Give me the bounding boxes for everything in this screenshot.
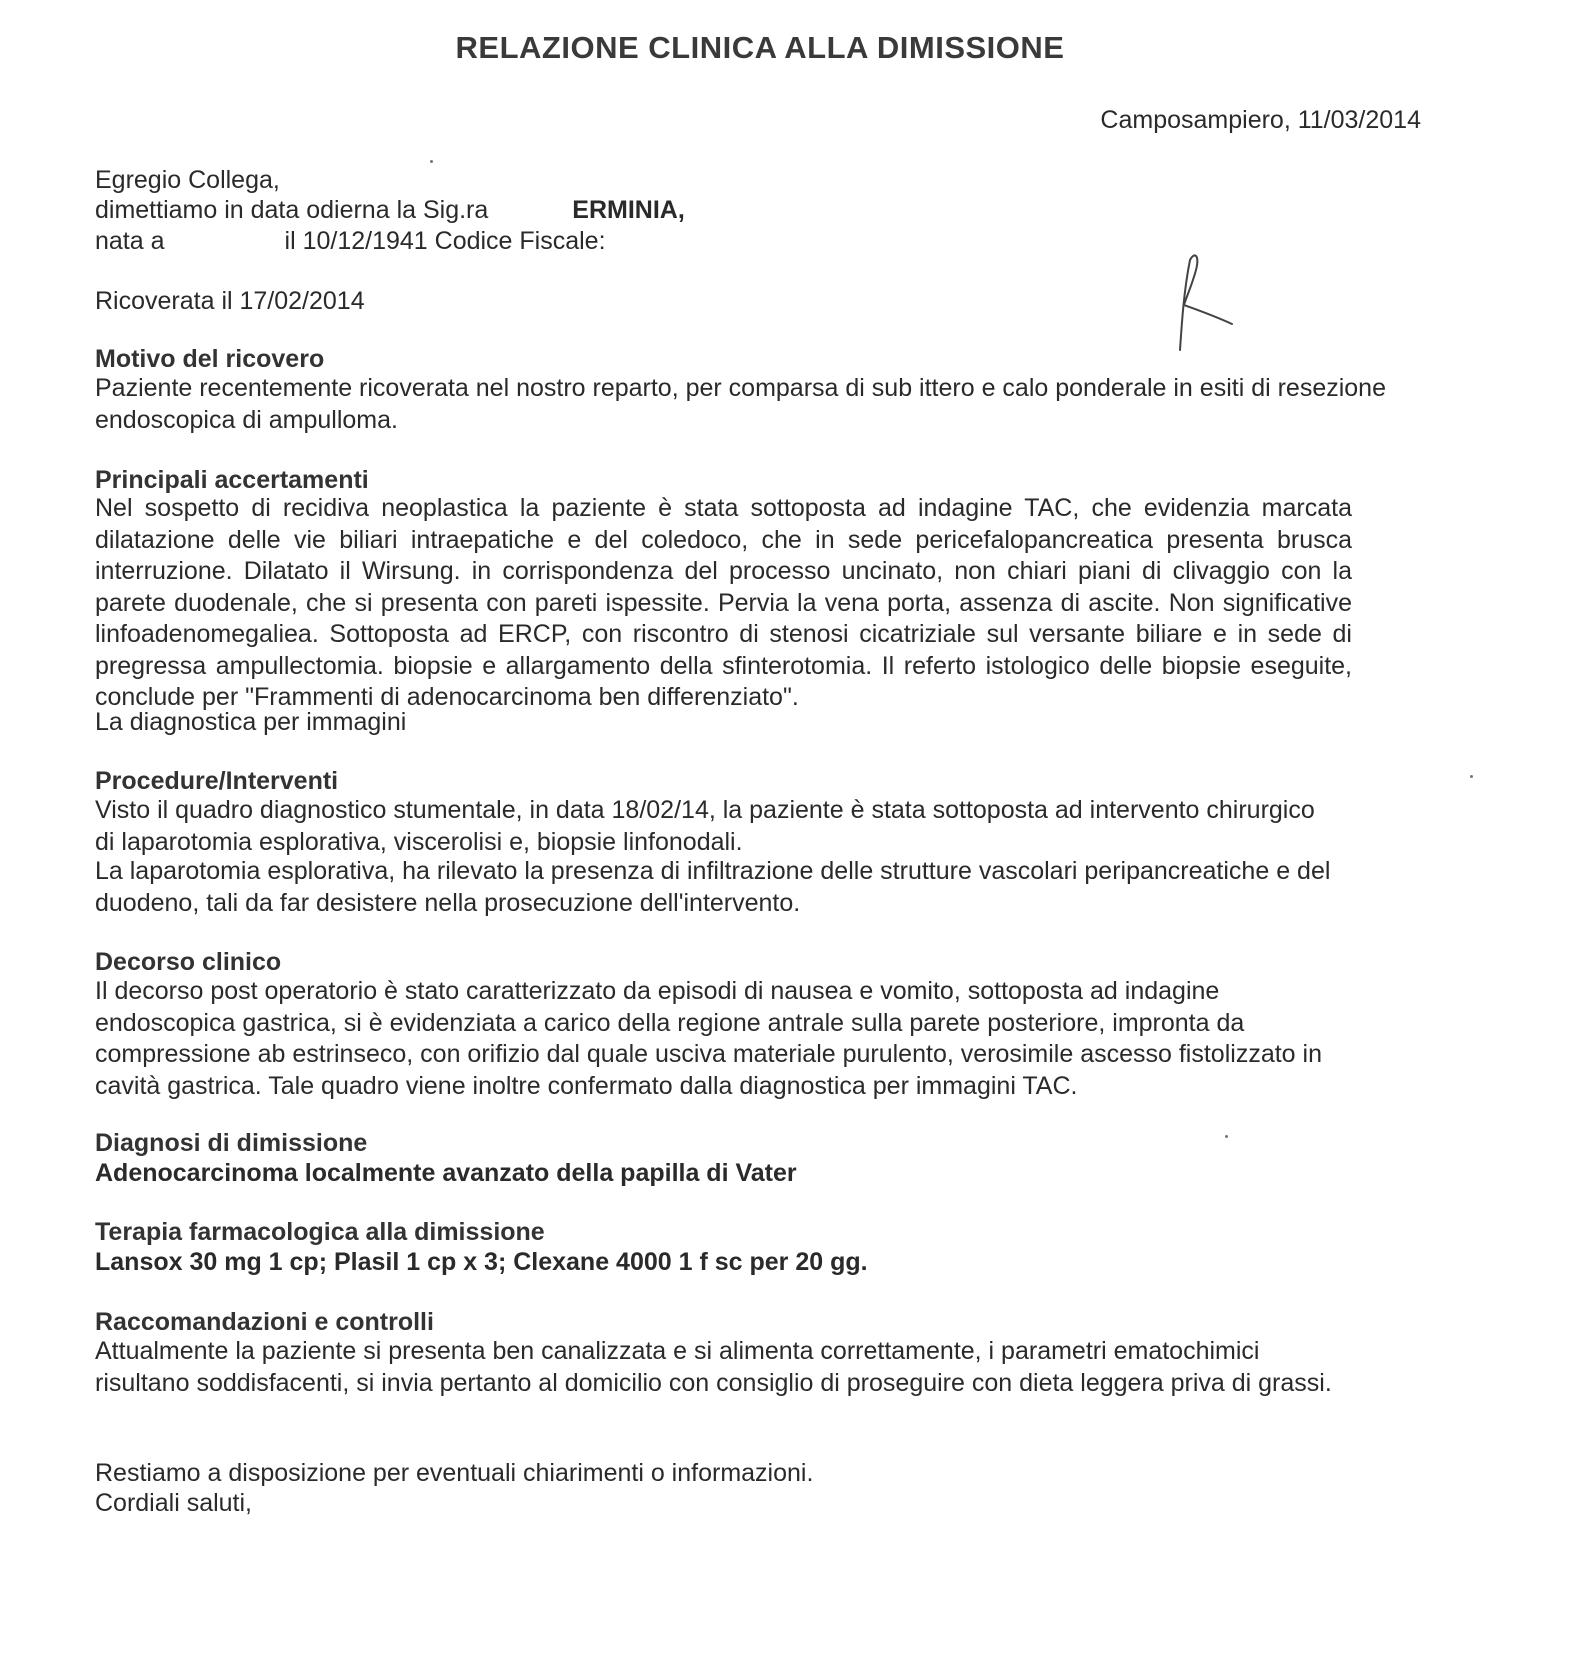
scan-speck — [1470, 775, 1473, 778]
admission-date: Ricoverata il 17/02/2014 — [95, 287, 365, 315]
heading-accertamenti: Principali accertamenti — [95, 466, 369, 494]
text-procedure-1: Visto il quadro diagnostico stumentale, in data 18/02/14, la paziente è stata sottoposta ad intervento chirurgico di laparotomia esplorativa, viscerolisi e, biopsie linfonodali. — [95, 796, 1315, 856]
text-raccomandazioni: Attualmente la paziente si presenta ben canalizzata e si alimenta correttamente, i parametri ematochimici risultano soddisfacenti, si invia pertanto al domicilio con consiglio di proseguire con dieta leggera priva di grassi. — [95, 1337, 1332, 1397]
heading-motivo: Motivo del ricovero — [95, 345, 325, 373]
text-terapia: Lansox 30 mg 1 cp; Plasil 1 cp x 3; Clexane 4000 1 f sc per 20 gg. — [95, 1248, 868, 1276]
text-procedure-2: La laparotomia esplorativa, ha rilevato la presenza di infiltrazione delle strutture vascolari peripancreatiche e del duodeno, tali da far desistere nella prosecuzione dell'intervento. — [95, 857, 1331, 917]
patient-line-1 — [95, 194, 685, 226]
heading-diagnosi: Diagnosi di dimissione — [95, 1129, 368, 1157]
text-diagnosi: Adenocarcinoma localmente avanzato della papilla di Vater — [95, 1159, 797, 1187]
heading-raccomandazioni: Raccomandazioni e controlli — [95, 1308, 434, 1336]
text-accertamenti-last: La diagnostica per immagini — [95, 708, 407, 736]
heading-procedure: Procedure/Interventi — [95, 767, 339, 795]
document-title: RELAZIONE CLINICA ALLA DIMISSIONE — [455, 30, 1065, 65]
birthdate-fiscal-code: il 10/12/1941 Codice Fiscale: — [284, 227, 606, 255]
text-decorso: Il decorso post operatorio è stato caratterizzato da episodi di nausea e vomito, sottoposta ad indagine endoscopica gastrica, si è evidenziata a carico della regione antrale sulla parete posteriore, impronta da compressione ab estrinseco, con orifizio dal quale usciva materiale purulento, verosimile ascesso fistolizzato in cavità gastrica. Tale quadro viene inoltre confermato dalla diagnostica per immagini TAC. — [95, 977, 1322, 1100]
text-accertamenti: Nel sospetto di recidiva neoplastica la paziente è stata sottoposta ad indagine TAC, che evidenzia marcata dilatazione delle vie biliari intraepatiche e del coledoco, che in sede pericefalopancreatica presenta brusca interruzione. Dilatato il Wirsung. in corrispondenza del processo uncinato, non chiari piani di clivaggio con la parete duodenale, che si presenta con pareti ispessite. Pervia la vena porta, assenza di ascite. Non significative linfoadenomegaliea. Sottoposta ad ERCP, con riscontro di stenosi cicatriziale sul versante biliare e in sede di pregressa ampullectomia. biopsie e allargamento della sfinterotomia. Il referto istologico delle biopsie eseguite, conclude per "Frammenti di adenocarcinoma ben differenziato". — [95, 494, 1352, 711]
closing-availability: Restiamo a disposizione per eventuali chiarimenti o informazioni. — [95, 1459, 814, 1487]
place-date: Camposampiero, 11/03/2014 — [1100, 106, 1421, 134]
patient-line-1-text: dimettiamo in data odierna la Sig.ra — [95, 196, 489, 224]
birthplace-label: nata a — [95, 227, 165, 255]
patient-name: ERMINIA, — [572, 196, 685, 224]
salutation: Egregio Collega, — [95, 166, 280, 194]
patient-line-2 — [95, 225, 606, 257]
text-motivo: Paziente recentemente ricoverata nel nostro reparto, per comparsa di sub ittero e calo ponderale in esiti di resezione endoscopica di ampulloma. — [95, 374, 1386, 434]
closing-regards: Cordiali saluti, — [95, 1489, 253, 1517]
heading-decorso: Decorso clinico — [95, 948, 282, 976]
heading-terapia: Terapia farmacologica alla dimissione — [95, 1218, 545, 1246]
scan-speck — [1225, 1135, 1228, 1138]
scan-speck — [430, 160, 433, 163]
handwritten-initial — [1160, 250, 1240, 360]
